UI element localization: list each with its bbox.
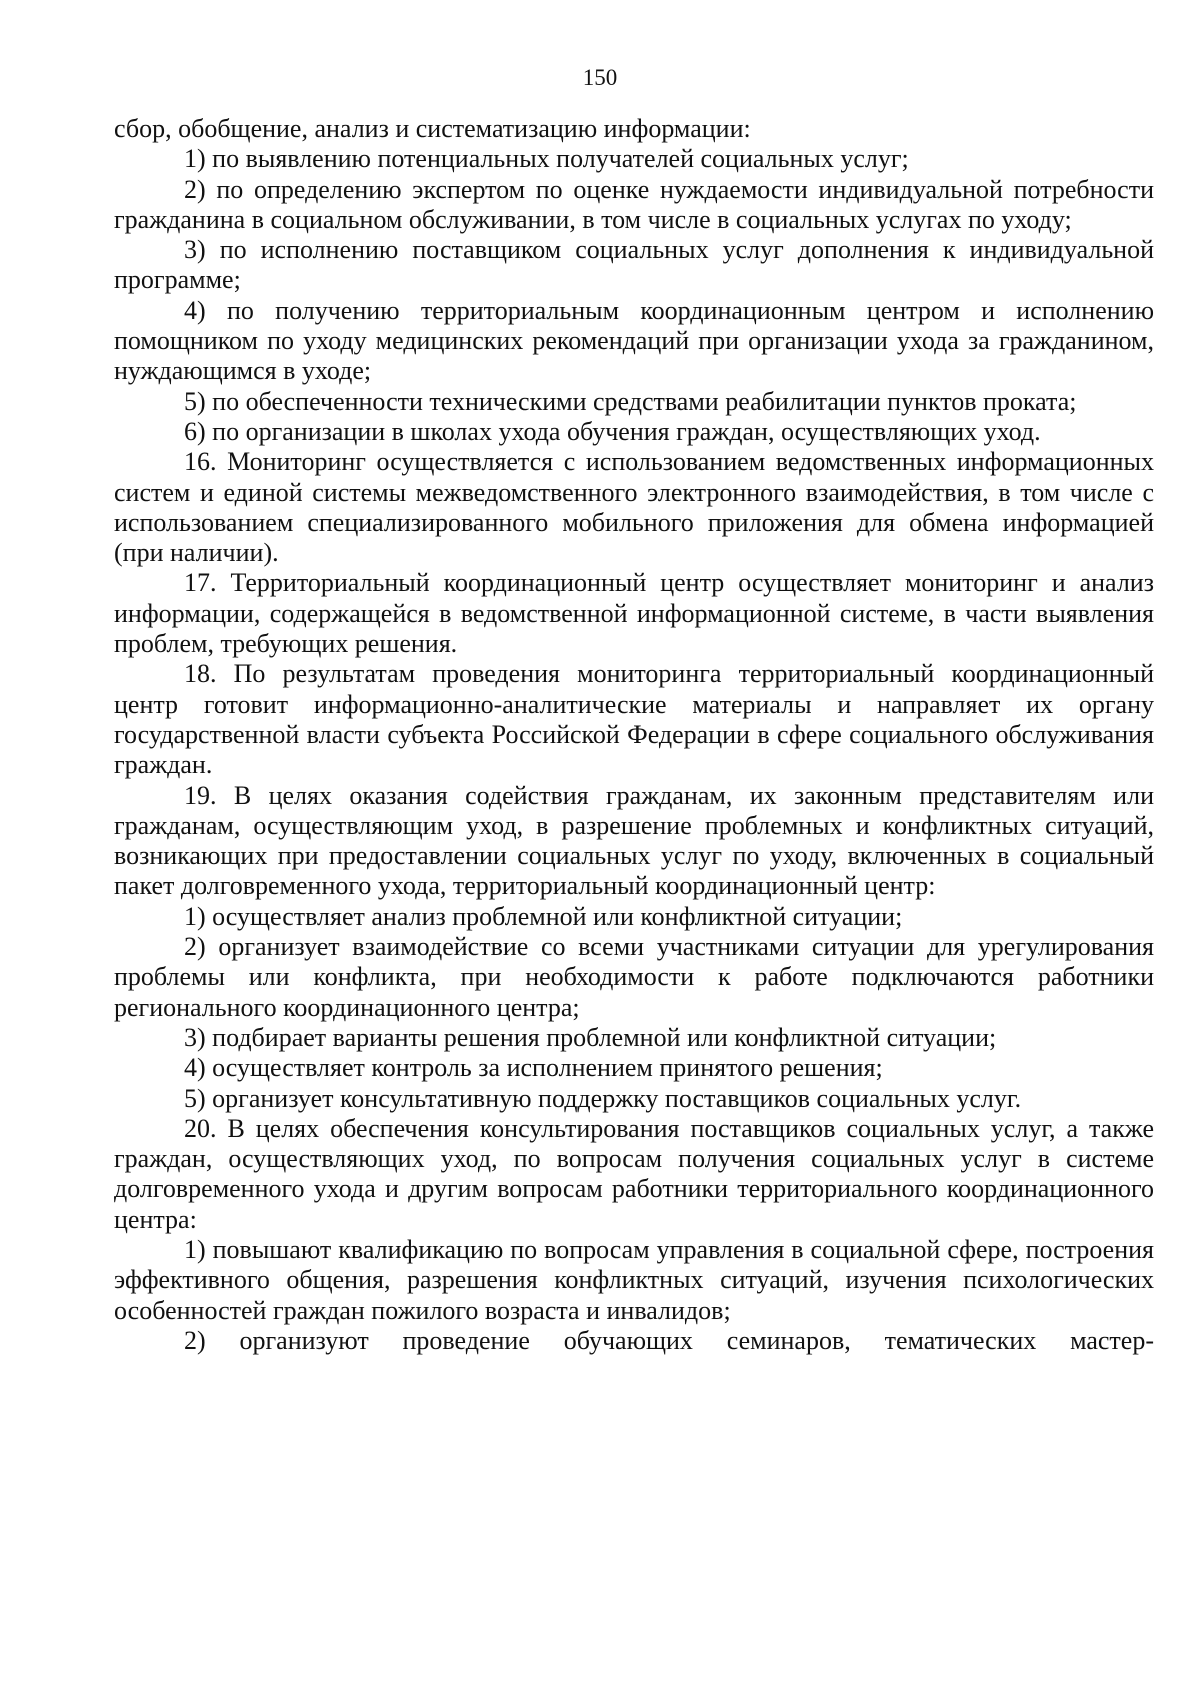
section-paragraph-18: 18. По результатам проведения мониторинга территориальный координационный центр готовит информационно-аналитические материалы и направляет их органу государственной власти субъекта Российской Федерации в сфере социального обслуживания граждан. [114,659,1154,780]
section-paragraph-16: 16. Мониторинг осуществляется с использованием ведомственных информационных систем и единой системы межведомственного электронного взаимодействия, в том числе с использованием специализированного мобильного приложения для обмена информацией (при наличии). [114,447,1154,568]
list-item: 4) по получению территориальным координационным центром и исполнению помощником по уходу медицинских рекомендаций при организации ухода за гражданином, нуждающимся в уходе; [114,295,1154,386]
page-number: 150 [582,65,618,90]
list-item: 1) по выявлению потенциальных получателей социальных услуг; [184,144,909,174]
list-item: 6) по организации в школах ухода обучения граждан, осуществляющих уход. [184,416,1041,446]
list-item: 2) по определению экспертом по оценке нуждаемости индивидуальной потребности гражданина в социальном обслуживании, в том числе в социальных услугах по уходу; [114,174,1154,234]
paragraph: сбор, обобщение, анализ и систематизацию информации: [114,114,751,143]
list-item: 5) по обеспеченности техническими средствами реабилитации пунктов проката; [184,386,1077,416]
list-item: 4) осуществляет контроль за исполнением принятого решения; [184,1053,883,1083]
list-item: 5) организует консультативную поддержку поставщиков социальных услуг. [184,1083,1022,1113]
list-item: 3) подбирает варианты решения проблемной или конфликтной ситуации; [184,1022,997,1052]
section-paragraph-20: 20. В целях обеспечения консультирования поставщиков социальных услуг, а также граждан, осуществляющих уход, по вопросам получения социальных услуг в системе долговременного ухода и другим вопросам работники территориального координационного центра: [114,1113,1154,1234]
section-paragraph-17: 17. Территориальный координационный центр осуществляет мониторинг и анализ информации, содержащейся в ведомственной информационной системе, в части выявления проблем, требующих решения. [114,568,1154,659]
list-item: 3) по исполнению поставщиком социальных услуг дополнения к индивидуальной программе; [114,235,1154,295]
list-item: 2) организует взаимодействие со всеми участниками ситуации для урегулирования проблемы или конфликта, при необходимости к работе подключаются работники регионального координационного центра; [114,932,1154,1022]
list-item: 1) осуществляет анализ проблемной или конфликтной ситуации; [184,901,903,931]
list-item: 1) повышают квалификацию по вопросам управления в социальной сфере, построения эффективного общения, разрешения конфликтных ситуаций, изучения психологических особенностей граждан пожилого возраста и инвалидов; [114,1234,1154,1325]
list-item-continued: 2) организуют проведение обучающих семинаров, тематических мастер- [184,1325,1154,1355]
section-paragraph-19: 19. В целях оказания содействия гражданам, их законным представителям или гражданам, осуществляющим уход, в разрешение проблемных и конфликтных ситуаций, возникающих при предоставлении социальных услуг по уходу, включенных в социальный пакет долговременного ухода, территориальный координационный центр: [114,780,1154,901]
document-body [114,114,1154,1356]
